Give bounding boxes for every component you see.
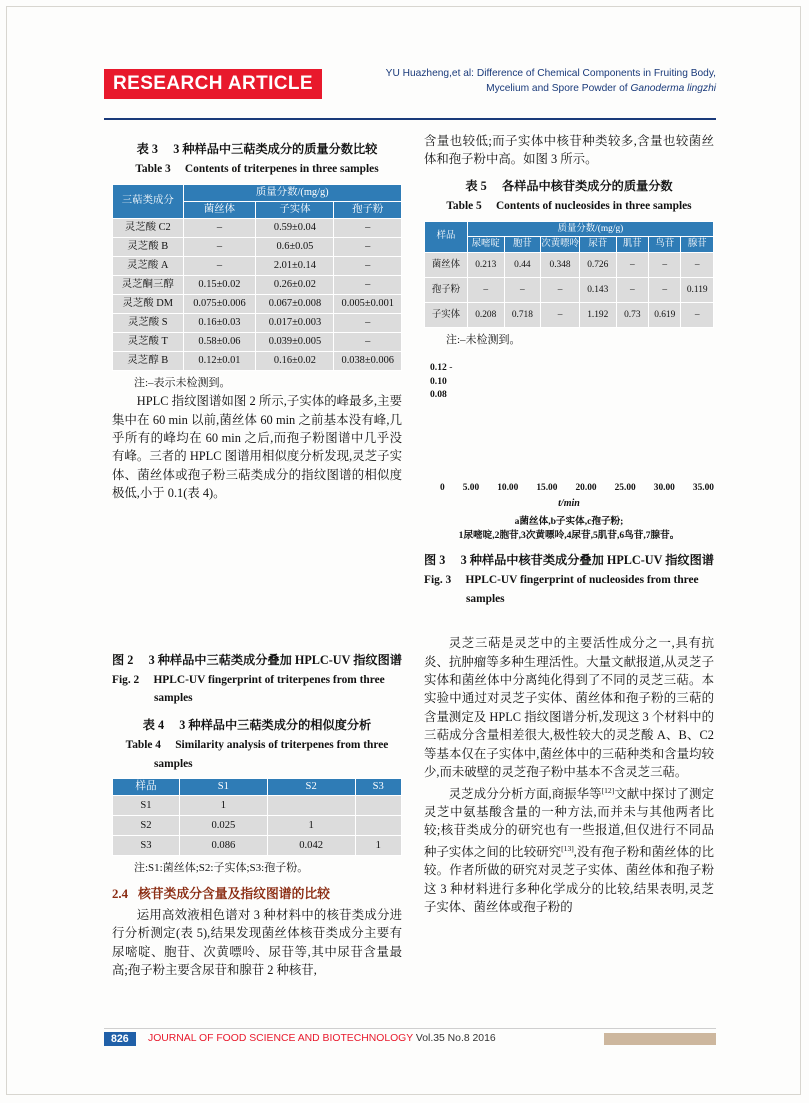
table3-row3-c1: 0.26±0.02 bbox=[256, 275, 334, 294]
table5-caption-cn: 表 5 各样品中核苷类成分的质量分数 bbox=[465, 178, 673, 193]
section-title: 核苷类成分含量及指纹图谱的比较 bbox=[138, 886, 330, 901]
right-paragraph-3-pre: 灵芝成分分析方面,商振华等 bbox=[448, 786, 602, 801]
table5-caption-en: Table 5 Contents of nucleosides in three samples bbox=[446, 200, 692, 213]
table5-row1-c0: – bbox=[467, 277, 504, 302]
running-head-line1: YU Huazheng,et al: Difference of Chemical Components in Fruiting Body, bbox=[385, 68, 716, 79]
table4-head-row bbox=[113, 779, 402, 796]
table5-row0-c5: – bbox=[649, 252, 681, 277]
table5-row0-label: 菌丝体 bbox=[425, 252, 468, 277]
figure3-xtick-1: 5.00 bbox=[462, 482, 480, 493]
table4-head bbox=[113, 779, 402, 796]
species-name-italic: Ganoderma lingzhi bbox=[630, 83, 716, 94]
table-row bbox=[113, 237, 402, 256]
table4-note: 注:S1:菌丝体;S2:子实体;S3:孢子粉。 bbox=[134, 862, 309, 875]
table-row bbox=[113, 796, 402, 816]
figure3-ytick-0-mark: - bbox=[449, 362, 453, 374]
table-row bbox=[425, 277, 714, 302]
table-row bbox=[113, 256, 402, 275]
table3-row2-c0: – bbox=[183, 256, 256, 275]
figure3-xtick-0: 0 bbox=[440, 482, 445, 493]
footer-decorative-bar bbox=[604, 1033, 716, 1045]
right-column-spacer bbox=[424, 608, 714, 634]
table3-header-mycelium: 菌丝体 bbox=[183, 201, 256, 218]
footer-divider bbox=[104, 1028, 716, 1029]
table4-caption-cn: 表 4 3 种样品中三萜类成分的相似度分析 bbox=[142, 717, 372, 732]
table3 bbox=[112, 184, 402, 371]
table5-row1-c6: 0.119 bbox=[681, 277, 714, 302]
figure3-xtick-6: 30.00 bbox=[653, 482, 675, 493]
table3-row4-c0: 0.075±0.006 bbox=[183, 294, 256, 313]
table5-row0-c6: – bbox=[681, 252, 714, 277]
table4-row0-c1 bbox=[267, 796, 355, 816]
table4-caption-en-cont: samples bbox=[154, 757, 193, 770]
table5-row2-c1: 0.718 bbox=[504, 302, 541, 327]
figure3-y-axis-ticks bbox=[430, 361, 452, 402]
figure3-ytick-1: 0.10 bbox=[430, 375, 447, 387]
citation-ref-12: [12] bbox=[601, 785, 615, 795]
table3-row1-c0: – bbox=[183, 237, 256, 256]
table5 bbox=[424, 221, 714, 328]
table4-header-s3: S3 bbox=[355, 779, 401, 796]
running-head-line2 bbox=[336, 81, 716, 96]
table3-body bbox=[113, 218, 402, 370]
section-number: 2.4 bbox=[112, 886, 128, 901]
table3-row6-c1: 0.039±0.005 bbox=[256, 332, 334, 351]
table5-row1-c3: 0.143 bbox=[579, 277, 616, 302]
table4-row1-label: S2 bbox=[113, 816, 180, 836]
table3-row2-c1: 2.01±0.14 bbox=[256, 256, 334, 275]
journal-volume: Vol.35 No.8 2016 bbox=[415, 1033, 496, 1044]
table5-row1-c5: – bbox=[649, 277, 681, 302]
table3-row7-label: 灵芝醇 B bbox=[113, 351, 184, 370]
table5-row0-c2: 0.348 bbox=[541, 252, 580, 277]
figure2-caption-en bbox=[112, 671, 402, 708]
table5-header-hypoxanthine: 次黄嘌呤 bbox=[541, 237, 580, 253]
figure3-x-axis-label-text: t/min bbox=[558, 497, 580, 509]
table3-row6-c0: 0.58±0.06 bbox=[183, 332, 256, 351]
table4 bbox=[112, 778, 402, 856]
table-row bbox=[113, 836, 402, 856]
table4-row0-c0: 1 bbox=[180, 796, 268, 816]
table5-row0-c4: – bbox=[616, 252, 648, 277]
table-row bbox=[425, 302, 714, 327]
figure3-caption-en bbox=[424, 571, 714, 608]
table3-caption-cn: 表 3 3 种样品中三萜类成分的质量分数比较 bbox=[136, 142, 378, 156]
table5-body bbox=[425, 252, 714, 327]
table3-header-component: 三萜类成分 bbox=[113, 184, 184, 218]
table4-row0-c2 bbox=[355, 796, 401, 816]
left-paragraph-1: HPLC 指纹图谱如图 2 所示,子实体的峰最多,主要集中在 60 min 以前,菌丝体 60 min 之前基本没有峰,几乎所有的峰均在 60 min 之后,而孢子粉图谱中几乎没有峰。三者的 HPLC 图谱用相似度分析发现,灵芝子实体、菌丝体或孢子粉三萜类成分的指纹图谱的相似度极低,小于 0.1(表 4)。 bbox=[112, 394, 402, 501]
figure3-xtick-3: 15.00 bbox=[536, 482, 558, 493]
table5-header-inosine: 肌苷 bbox=[616, 237, 648, 253]
table3-row3-c0: 0.15±0.02 bbox=[183, 275, 256, 294]
table-row bbox=[425, 252, 714, 277]
table4-header-s2: S2 bbox=[267, 779, 355, 796]
table-row bbox=[113, 816, 402, 836]
table5-row1-c4: – bbox=[616, 277, 648, 302]
table5-header-cytidine: 胞苷 bbox=[504, 237, 541, 253]
table4-row2-label: S3 bbox=[113, 836, 180, 856]
right-column bbox=[424, 132, 714, 917]
figure3-xtick-7: 35.00 bbox=[692, 482, 714, 493]
table5-row2-c5: 0.619 bbox=[649, 302, 681, 327]
table5-row1-c2: – bbox=[541, 277, 580, 302]
table3-row3-c2: – bbox=[334, 275, 402, 294]
table3-row6-c2: – bbox=[334, 332, 402, 351]
table5-row0-c0: 0.213 bbox=[467, 252, 504, 277]
table3-row2-label: 灵芝酸 A bbox=[113, 256, 184, 275]
table3-row5-c1: 0.017±0.003 bbox=[256, 313, 334, 332]
table5-row2-label: 子实体 bbox=[425, 302, 468, 327]
table-row bbox=[113, 313, 402, 332]
table3-row4-c2: 0.005±0.001 bbox=[334, 294, 402, 313]
table4-row1-c2 bbox=[355, 816, 401, 836]
section-heading-2-4 bbox=[112, 885, 402, 903]
figure3-caption-en-main: Fig. 3 HPLC-UV fingerprint of nucleosides from three bbox=[424, 574, 699, 587]
page-footer bbox=[104, 1032, 716, 1048]
running-head-citation bbox=[336, 66, 716, 96]
table5-head-row2 bbox=[425, 237, 714, 253]
page-number: 826 bbox=[104, 1032, 136, 1046]
table3-row1-c2: – bbox=[334, 237, 402, 256]
figure2-caption-en-main: Fig. 2 HPLC-UV fingerprint of triterpenes from three bbox=[112, 674, 385, 687]
table3-header-group: 质量分数/(mg/g) bbox=[183, 184, 401, 201]
table5-wrapper bbox=[424, 221, 714, 328]
table5-row1-c1: – bbox=[504, 277, 541, 302]
figure3-xtick-5: 25.00 bbox=[614, 482, 636, 493]
table5-row2-c4: 0.73 bbox=[616, 302, 648, 327]
citation-ref-13: [13] bbox=[561, 843, 574, 853]
table5-header-uridine: 尿苷 bbox=[579, 237, 616, 253]
header-divider bbox=[104, 118, 716, 120]
table4-caption-en bbox=[112, 736, 402, 773]
table3-row0-label: 灵芝酸 C2 bbox=[113, 218, 184, 237]
table5-header-sample: 样品 bbox=[425, 221, 468, 252]
table5-header-adenosine: 腺苷 bbox=[681, 237, 714, 253]
table5-row2-c0: 0.208 bbox=[467, 302, 504, 327]
table5-row2-c3: 1.192 bbox=[579, 302, 616, 327]
table5-note: 注:–未检测到。 bbox=[446, 333, 521, 346]
table3-wrapper bbox=[112, 184, 402, 371]
table4-body bbox=[113, 796, 402, 856]
left-column bbox=[112, 132, 402, 980]
table3-header-fruitingbody: 子实体 bbox=[256, 201, 334, 218]
table5-head-row1 bbox=[425, 221, 714, 237]
right-paragraph-2: 灵芝三萜是灵芝中的主要活性成分之一,具有抗炎、抗肿瘤等多种生理活性。大量文献报道,从灵芝子实体和菌丝体中分离纯化得到了不同的灵芝三萜。本实验中通过对灵芝子实体、菌丝体和孢子粉的三萜的含量测定及 HPLC 指纹图谱分析,发现这 3 个材料中的三萜成分含量相差很大,极性较大的灵芝酸 A、B、C2 等基本仅在子实体中,菌丝体中的三萜种类和含量均较少,而未破壁的灵芝孢子粉中基本不含灵芝三萜。 bbox=[424, 636, 714, 780]
journal-name: JOURNAL OF FOOD SCIENCE AND BIOTECHNOLOGY bbox=[148, 1033, 414, 1044]
table4-header-s1: S1 bbox=[180, 779, 268, 796]
figure3-caption-cn: 图 3 3 种样品中核苷类成分叠加 HPLC-UV 指纹图谱 bbox=[424, 553, 714, 568]
table3-row7-c1: 0.16±0.02 bbox=[256, 351, 334, 370]
figure2-caption-en-cont: samples bbox=[154, 692, 193, 705]
table5-header-group: 质量分数/(mg/g) bbox=[467, 221, 713, 237]
figure2-caption-cn: 图 2 3 种样品中三萜类成分叠加 HPLC-UV 指纹图谱 bbox=[112, 652, 402, 667]
table3-note: 注:–表示未检测到。 bbox=[134, 376, 231, 389]
table4-row2-c1: 0.042 bbox=[267, 836, 355, 856]
table3-header-sporepowder: 孢子粉 bbox=[334, 201, 402, 218]
table5-header-guanosine: 鸟苷 bbox=[649, 237, 681, 253]
figure3-caption-en-cont: samples bbox=[466, 592, 505, 605]
figure3-ytick-0 bbox=[430, 361, 452, 375]
table3-row2-c2: – bbox=[334, 256, 402, 275]
table3-row4-label: 灵芝酸 DM bbox=[113, 294, 184, 313]
table3-row1-c1: 0.6±0.05 bbox=[256, 237, 334, 256]
table-row bbox=[113, 218, 402, 237]
table5-row2-c6: – bbox=[681, 302, 714, 327]
table3-row0-c0: – bbox=[183, 218, 256, 237]
footer-journal-line bbox=[148, 1033, 496, 1044]
table5-header-uracil: 尿嘧啶 bbox=[467, 237, 504, 253]
table3-row7-c2: 0.038±0.006 bbox=[334, 351, 402, 370]
table5-head bbox=[425, 221, 714, 252]
figure3-x-axis-label bbox=[424, 495, 714, 513]
figure2-plot-area bbox=[112, 503, 402, 651]
table3-row6-label: 灵芝酸 T bbox=[113, 332, 184, 351]
table4-row2-c2: 1 bbox=[355, 836, 401, 856]
table3-row0-c2: – bbox=[334, 218, 402, 237]
figure3-xtick-2: 10.00 bbox=[497, 482, 519, 493]
research-article-badge: RESEARCH ARTICLE bbox=[104, 69, 322, 99]
table4-caption-en-main: Table 4 Similarity analysis of triterpenes from three bbox=[125, 739, 389, 752]
table4-row0-label: S1 bbox=[113, 796, 180, 816]
table3-row3-label: 灵芝酮三醇 bbox=[113, 275, 184, 294]
table3-row7-c0: 0.12±0.01 bbox=[183, 351, 256, 370]
table-row bbox=[113, 351, 402, 370]
table3-row4-c1: 0.067±0.008 bbox=[256, 294, 334, 313]
page-header bbox=[104, 66, 716, 112]
running-head-line2-text: Mycelium and Spore Powder of bbox=[486, 83, 631, 94]
table4-row2-c0: 0.086 bbox=[180, 836, 268, 856]
table3-head-row1 bbox=[113, 184, 402, 201]
table3-caption-en: Table 3 Contents of triterpenes in three samples bbox=[135, 163, 379, 176]
table-row bbox=[113, 275, 402, 294]
table5-row2-c2: – bbox=[541, 302, 580, 327]
right-paragraph-3 bbox=[424, 782, 714, 917]
figure3-chart bbox=[424, 355, 714, 513]
table3-head bbox=[113, 184, 402, 218]
right-paragraph-1: 含量也较低;而子实体中核苷种类较多,含量也较菌丝体和孢子粉中高。如图 3 所示。 bbox=[424, 134, 714, 167]
figure3-legend-line1: a菌丝体,b子实体,c孢子粉; bbox=[514, 516, 624, 528]
figure3-xtick-4: 20.00 bbox=[575, 482, 597, 493]
table4-header-sample: 样品 bbox=[113, 779, 180, 796]
table3-row5-c2: – bbox=[334, 313, 402, 332]
table-row bbox=[113, 332, 402, 351]
table5-row0-c1: 0.44 bbox=[504, 252, 541, 277]
figure3-ytick-2: 0.08 bbox=[430, 389, 447, 401]
table5-row1-label: 孢子粉 bbox=[425, 277, 468, 302]
table5-row0-c3: 0.726 bbox=[579, 252, 616, 277]
table3-row1-label: 灵芝酸 B bbox=[113, 237, 184, 256]
table3-row0-c1: 0.59±0.04 bbox=[256, 218, 334, 237]
figure3-legend-line2: 1尿嘧啶,2胞苷,3次黄嘌呤,4尿苷,5肌苷,6鸟苷,7腺苷。 bbox=[458, 530, 680, 542]
table4-wrapper bbox=[112, 778, 402, 856]
table-row bbox=[113, 294, 402, 313]
figure3-ytick-0-label: 0.12 bbox=[430, 362, 447, 374]
table3-row5-label: 灵芝酸 S bbox=[113, 313, 184, 332]
left-paragraph-2: 运用高效液相色谱对 3 种材料中的核苷类成分进行分析测定(表 5),结果发现菌丝体核苷类成分主要有尿嘧啶、胞苷、次黄嘌呤、尿苷等,其中尿苷含量最高;孢子粉主要含尿苷和腺苷 2 种核苷, bbox=[112, 907, 402, 978]
right-paragraph-3-post: ,没有孢子粉和菌丝体的比较。作者所做的研究对灵芝子实体、菌丝体和孢子粉这 3 种材料进行多种化学成分的比较,结果表明,灵芝子实体、菌丝体或孢子粉的 bbox=[424, 844, 714, 915]
right-paragraph-3-mid: 文献中探讨了测定灵芝中氨基酸含量的一种方法,而并未与其他两者比较;核苷类成分的研究也有一些报道,但仅进行不同品种子实体之间的比较研究 bbox=[424, 786, 714, 859]
table3-row5-c0: 0.16±0.03 bbox=[183, 313, 256, 332]
table4-row1-c1: 1 bbox=[267, 816, 355, 836]
table4-row1-c0: 0.025 bbox=[180, 816, 268, 836]
